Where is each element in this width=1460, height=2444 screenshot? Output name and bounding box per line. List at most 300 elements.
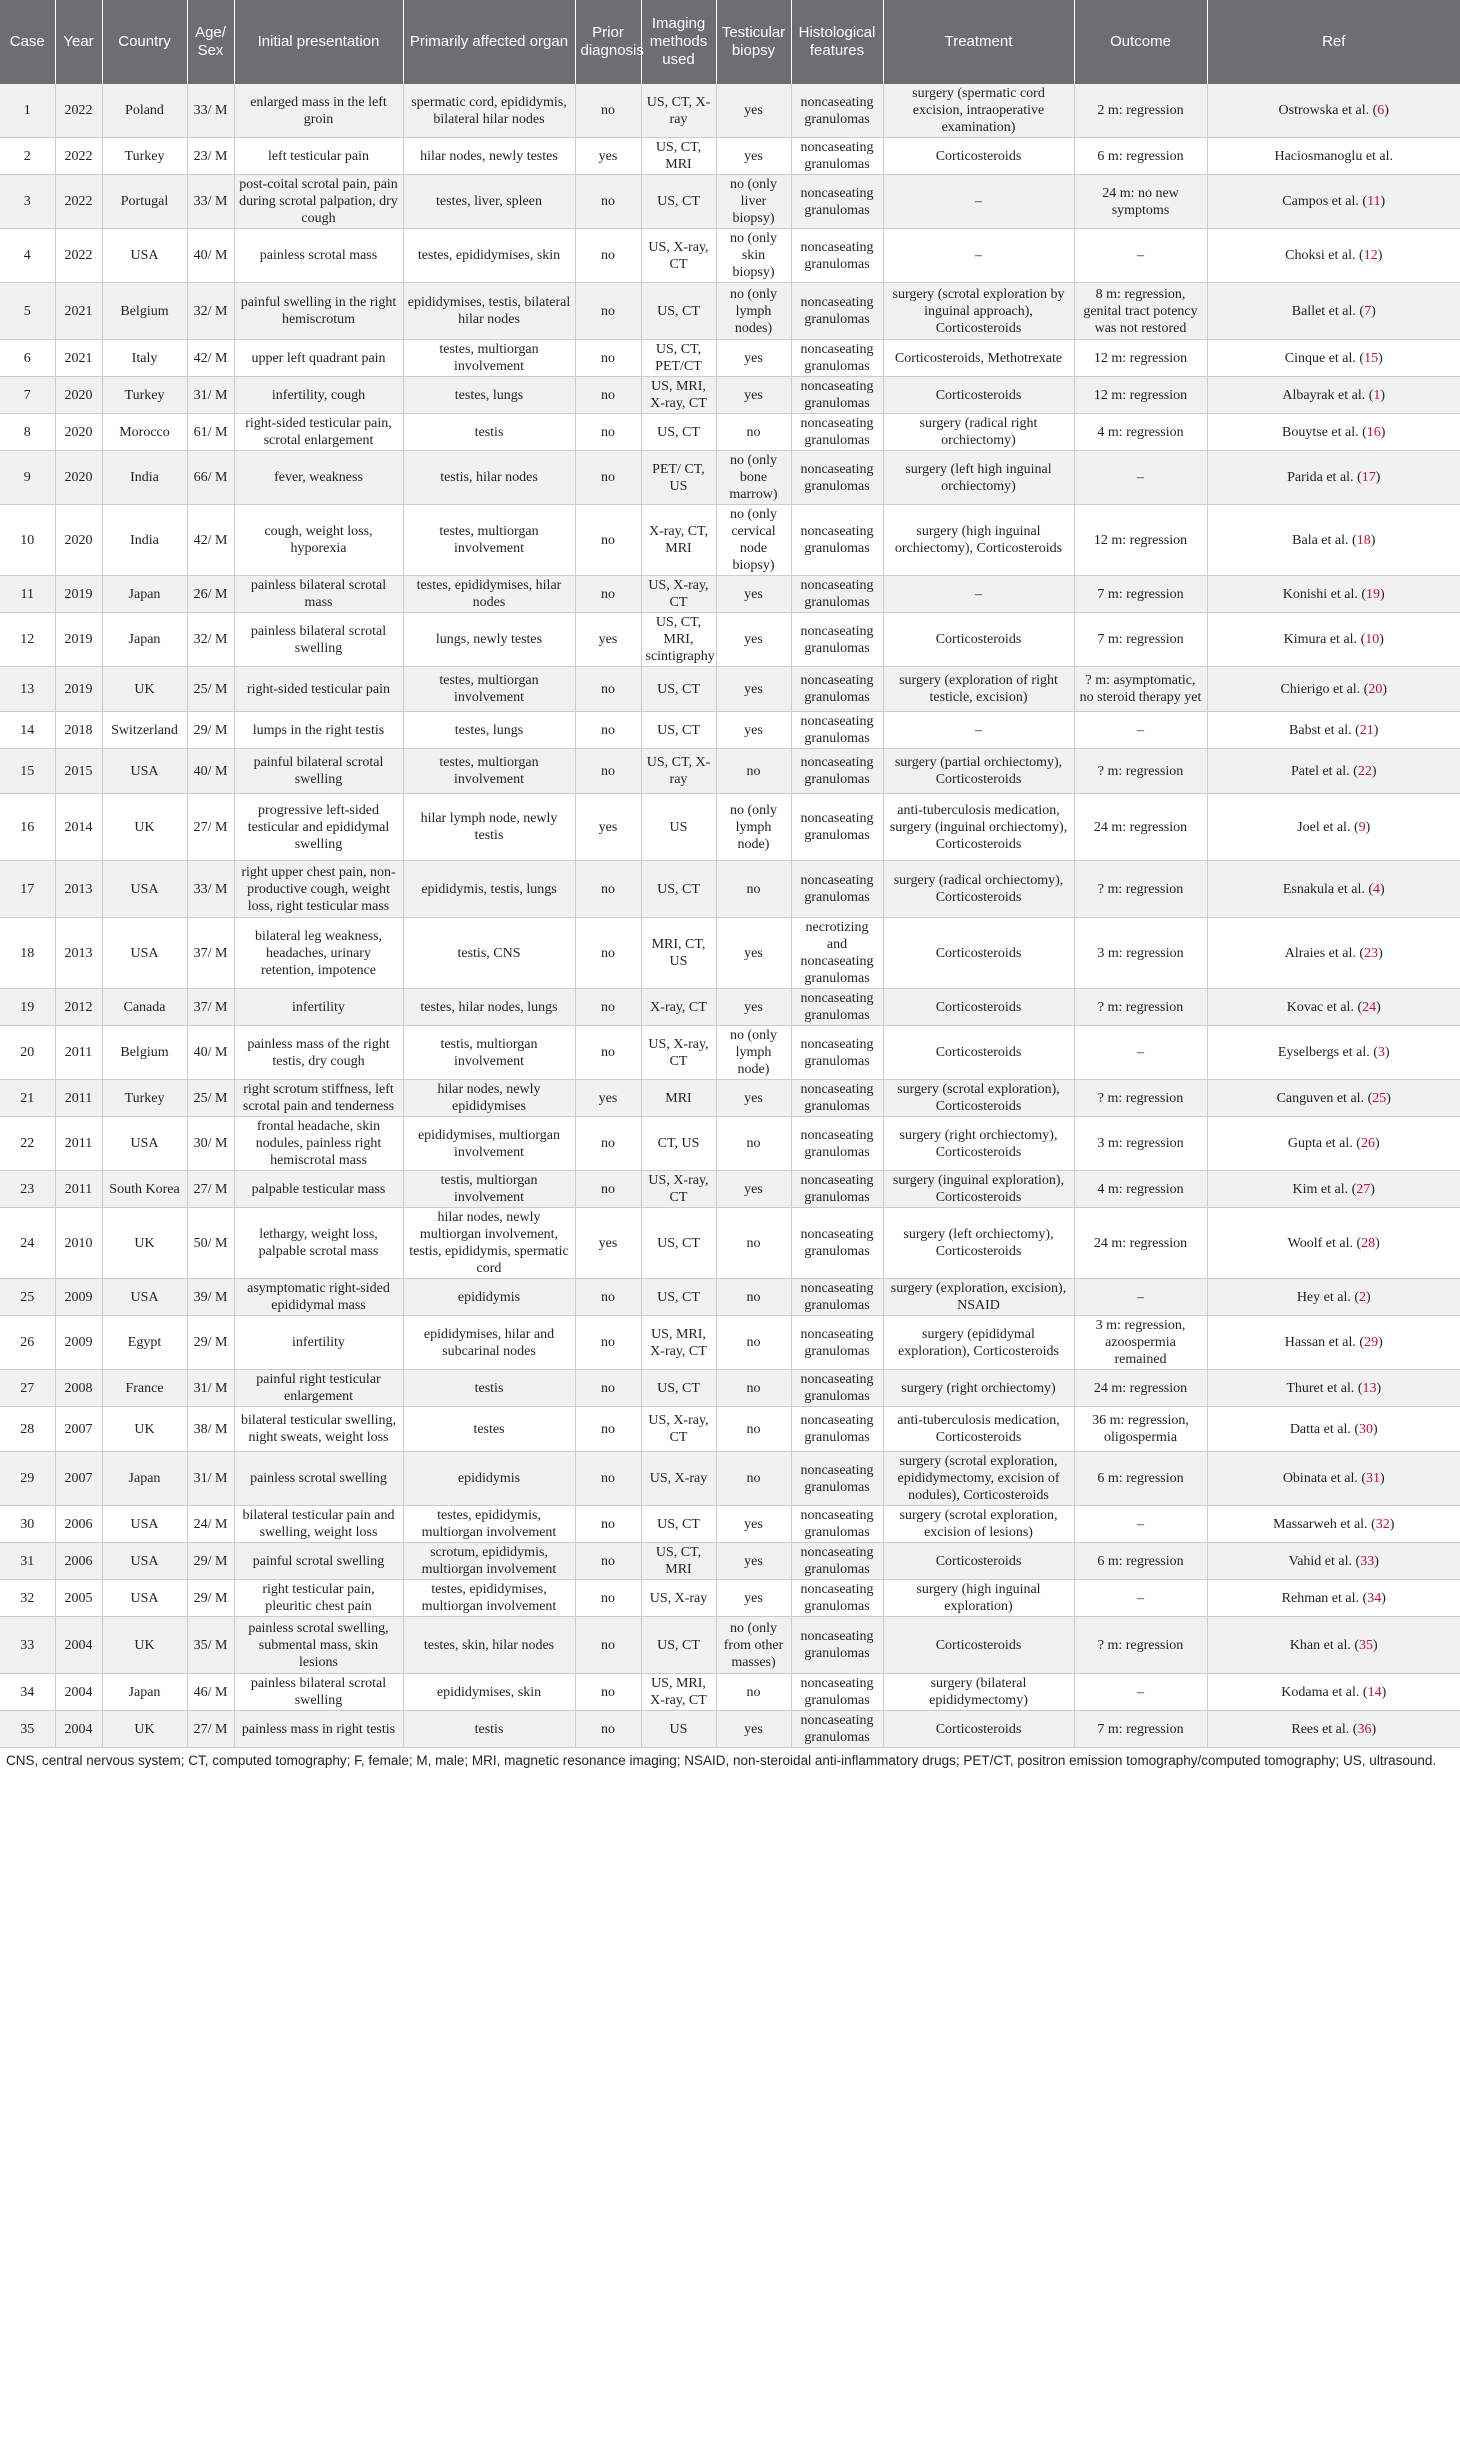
reference-link[interactable]: 20 [1368, 681, 1383, 697]
ref-author: Rehman et al. [1281, 1590, 1360, 1606]
reference-link[interactable]: 34 [1367, 1590, 1382, 1606]
case-cell: 31 [0, 1543, 55, 1580]
treatment-cell: surgery (scrotal exploration), Corticosteroids [883, 1080, 1074, 1117]
country-cell: UK [102, 1407, 187, 1452]
age-sex-cell: 37/ M [187, 989, 234, 1026]
year-cell: 2019 [55, 613, 102, 667]
reference-link[interactable]: 1 [1373, 387, 1381, 403]
treatment-cell: Corticosteroids [883, 613, 1074, 667]
outcome-cell: 3 m: regression, azoospermia remained [1074, 1316, 1207, 1370]
ref-cell: Cinque et al. (15) [1207, 340, 1460, 377]
affected-organ-cell: testes, epididymis, multiorgan involvement [403, 1506, 575, 1543]
imaging-methods-cell: X-ray, CT, MRI [641, 505, 716, 576]
age-sex-cell: 31/ M [187, 377, 234, 414]
histological-features-cell: noncaseating granulomas [791, 989, 883, 1026]
year-cell: 2005 [55, 1580, 102, 1617]
histological-features-cell: noncaseating granulomas [791, 1171, 883, 1208]
age-sex-cell: 50/ M [187, 1208, 234, 1279]
prior-diagnosis-cell: no [575, 918, 641, 989]
imaging-methods-cell: US, MRI, X-ray, CT [641, 1674, 716, 1711]
outcome-cell: – [1074, 712, 1207, 749]
case-cell: 17 [0, 861, 55, 918]
year-cell: 2011 [55, 1026, 102, 1080]
reference-link[interactable]: 35 [1359, 1637, 1374, 1653]
imaging-methods-cell: US, MRI, X-ray, CT [641, 1316, 716, 1370]
country-cell: Portugal [102, 175, 187, 229]
case-cell: 26 [0, 1316, 55, 1370]
histological-features-cell: noncaseating granulomas [791, 138, 883, 175]
ref-cell: Kimura et al. (10) [1207, 613, 1460, 667]
initial-presentation-cell: painless scrotal swelling, submental mass, skin lesions [234, 1617, 403, 1674]
testicular-biopsy-cell: yes [716, 1506, 791, 1543]
reference-link[interactable]: 18 [1356, 532, 1371, 548]
testicular-biopsy-cell: yes [716, 1171, 791, 1208]
initial-presentation-cell: painless bilateral scrotal mass [234, 576, 403, 613]
prior-diagnosis-cell: no [575, 340, 641, 377]
reference-link[interactable]: 24 [1362, 999, 1377, 1015]
affected-organ-cell: testes, multiorgan involvement [403, 749, 575, 794]
case-cell: 22 [0, 1117, 55, 1171]
ref-cell: Eyselbergs et al. (3) [1207, 1026, 1460, 1080]
affected-organ-cell: testes, epididymises, hilar nodes [403, 576, 575, 613]
reference-link[interactable]: 7 [1364, 303, 1372, 319]
case-cell: 16 [0, 794, 55, 861]
prior-diagnosis-cell: no [575, 1452, 641, 1506]
outcome-cell: 7 m: regression [1074, 1711, 1207, 1748]
age-sex-cell: 42/ M [187, 505, 234, 576]
treatment-cell: – [883, 712, 1074, 749]
ref-author: Ostrowska et al. [1278, 103, 1370, 118]
initial-presentation-cell: left testicular pain [234, 138, 403, 175]
year-cell: 2004 [55, 1617, 102, 1674]
imaging-methods-cell: US, CT [641, 712, 716, 749]
table-row [0, 229, 1460, 283]
affected-organ-cell: hilar nodes, newly multiorgan involvement, testis, epididymis, spermatic cord [403, 1208, 575, 1279]
prior-diagnosis-cell: no [575, 1279, 641, 1316]
year-cell: 2020 [55, 377, 102, 414]
table-row [0, 1316, 1460, 1370]
outcome-cell: ? m: regression [1074, 749, 1207, 794]
prior-diagnosis-cell: no [575, 1674, 641, 1711]
year-cell: 2011 [55, 1171, 102, 1208]
reference-link[interactable]: 15 [1364, 350, 1379, 366]
year-cell: 2022 [55, 138, 102, 175]
prior-diagnosis-cell: no [575, 84, 641, 138]
ref-author: Thuret et al. [1286, 1380, 1355, 1396]
histological-features-cell: noncaseating granulomas [791, 1711, 883, 1748]
initial-presentation-cell: painless scrotal swelling [234, 1452, 403, 1506]
country-cell: USA [102, 918, 187, 989]
outcome-cell: 24 m: no new symptoms [1074, 175, 1207, 229]
imaging-methods-cell: US, MRI, X-ray, CT [641, 377, 716, 414]
ref-author: Woolf et al. [1287, 1235, 1353, 1251]
outcome-cell: 4 m: regression [1074, 414, 1207, 451]
country-cell: Japan [102, 1452, 187, 1506]
prior-diagnosis-cell: yes [575, 613, 641, 667]
table-row [0, 712, 1460, 749]
reference-link[interactable]: 27 [1356, 1181, 1371, 1197]
treatment-cell: surgery (partial orchiectomy), Corticosteroids [883, 749, 1074, 794]
ref-cell: Datta et al. (30) [1207, 1407, 1460, 1452]
reference-link[interactable]: 36 [1357, 1721, 1372, 1737]
age-sex-cell: 33/ M [187, 861, 234, 918]
outcome-cell: 6 m: regression [1074, 1452, 1207, 1506]
prior-diagnosis-cell: no [575, 505, 641, 576]
prior-diagnosis-cell: no [575, 229, 641, 283]
reference-link[interactable]: 25 [1372, 1090, 1387, 1106]
affected-organ-cell: testis, CNS [403, 918, 575, 989]
case-cell: 19 [0, 989, 55, 1026]
ref-author: Hey et al. [1296, 1289, 1351, 1305]
outcome-cell: 24 m: regression [1074, 1370, 1207, 1407]
testicular-biopsy-cell: yes [716, 1080, 791, 1117]
year-cell: 2022 [55, 229, 102, 283]
age-sex-cell: 38/ M [187, 1407, 234, 1452]
histological-features-cell: noncaseating granulomas [791, 1026, 883, 1080]
year-cell: 2022 [55, 175, 102, 229]
testicular-biopsy-cell: no [716, 1279, 791, 1316]
affected-organ-cell: epididymis, testis, lungs [403, 861, 575, 918]
outcome-cell: 8 m: regression, genital tract potency was not restored [1074, 283, 1207, 340]
prior-diagnosis-cell: yes [575, 138, 641, 175]
case-cell: 14 [0, 712, 55, 749]
table-row [0, 1617, 1460, 1674]
prior-diagnosis-cell: no [575, 1171, 641, 1208]
reference-link[interactable]: 2 [1359, 1289, 1367, 1305]
country-cell: Italy [102, 340, 187, 377]
histological-features-cell: noncaseating granulomas [791, 712, 883, 749]
age-sex-cell: 33/ M [187, 175, 234, 229]
imaging-methods-cell: US, CT [641, 1208, 716, 1279]
ref-cell: Alraies et al. (23) [1207, 918, 1460, 989]
imaging-methods-cell: US, CT [641, 175, 716, 229]
reference-link[interactable]: 10 [1365, 632, 1380, 647]
table-row [0, 1543, 1460, 1580]
initial-presentation-cell: painful scrotal swelling [234, 1543, 403, 1580]
prior-diagnosis-cell: no [575, 1026, 641, 1080]
treatment-cell: surgery (scrotal exploration, excision of lesions) [883, 1506, 1074, 1543]
affected-organ-cell: testis, multiorgan involvement [403, 1171, 575, 1208]
outcome-cell: – [1074, 1506, 1207, 1543]
testicular-biopsy-cell: yes [716, 1711, 791, 1748]
prior-diagnosis-cell: no [575, 667, 641, 712]
table-row [0, 794, 1460, 861]
treatment-cell: surgery (high inguinal orchiectomy), Corticosteroids [883, 505, 1074, 576]
reference-link[interactable]: 32 [1375, 1516, 1390, 1532]
initial-presentation-cell: lumps in the right testis [234, 712, 403, 749]
affected-organ-cell: epididymises, multiorgan involvement [403, 1117, 575, 1171]
year-cell: 2010 [55, 1208, 102, 1279]
age-sex-cell: 35/ M [187, 1617, 234, 1674]
affected-organ-cell: lungs, newly testes [403, 613, 575, 667]
histological-features-cell: noncaseating granulomas [791, 505, 883, 576]
initial-presentation-cell: right scrotum stiffness, left scrotal pain and tenderness [234, 1080, 403, 1117]
histological-features-cell: noncaseating granulomas [791, 175, 883, 229]
year-cell: 2014 [55, 794, 102, 861]
histological-features-cell: noncaseating granulomas [791, 229, 883, 283]
age-sex-cell: 31/ M [187, 1452, 234, 1506]
histological-features-cell: noncaseating granulomas [791, 414, 883, 451]
prior-diagnosis-cell: no [575, 377, 641, 414]
imaging-methods-cell: US, CT [641, 283, 716, 340]
histological-features-cell: noncaseating granulomas [791, 794, 883, 861]
imaging-methods-cell: US, CT [641, 667, 716, 712]
treatment-cell: – [883, 576, 1074, 613]
initial-presentation-cell: cough, weight loss, hyporexia [234, 505, 403, 576]
reference-link[interactable]: 13 [1362, 1380, 1377, 1396]
prior-diagnosis-cell: no [575, 1117, 641, 1171]
testicular-biopsy-cell: no [716, 1674, 791, 1711]
prior-diagnosis-cell: yes [575, 794, 641, 861]
treatment-cell: Corticosteroids [883, 1543, 1074, 1580]
case-cell: 25 [0, 1279, 55, 1316]
testicular-biopsy-cell: yes [716, 576, 791, 613]
affected-organ-cell: testes, lungs [403, 712, 575, 749]
treatment-cell: surgery (right orchiectomy), Corticosteroids [883, 1117, 1074, 1171]
outcome-cell: ? m: regression [1074, 989, 1207, 1026]
outcome-cell: – [1074, 1279, 1207, 1316]
country-cell: Egypt [102, 1316, 187, 1370]
imaging-methods-cell: US, X-ray [641, 1580, 716, 1617]
age-sex-cell: 42/ M [187, 340, 234, 377]
outcome-cell: ? m: regression [1074, 1080, 1207, 1117]
treatment-cell: surgery (right orchiectomy) [883, 1370, 1074, 1407]
imaging-methods-cell: US, CT, X-ray [641, 749, 716, 794]
prior-diagnosis-cell: no [575, 1407, 641, 1452]
header-row [0, 0, 1460, 84]
affected-organ-cell: testes, epididymises, skin [403, 229, 575, 283]
year-cell: 2019 [55, 667, 102, 712]
histological-features-cell: necrotizing and noncaseating granulomas [791, 918, 883, 989]
histological-features-cell: noncaseating granulomas [791, 1452, 883, 1506]
table-row [0, 283, 1460, 340]
reference-link[interactable]: 21 [1359, 722, 1374, 738]
reference-link[interactable]: 3 [1377, 1045, 1385, 1060]
age-sex-cell: 26/ M [187, 576, 234, 613]
reference-link[interactable]: 11 [1367, 194, 1381, 209]
imaging-methods-cell: US, CT [641, 414, 716, 451]
testicular-biopsy-cell: yes [716, 377, 791, 414]
histological-features-cell: noncaseating granulomas [791, 377, 883, 414]
histological-features-cell: noncaseating granulomas [791, 1617, 883, 1674]
column-header: Testicular biopsy [716, 0, 791, 84]
affected-organ-cell: epididymis [403, 1452, 575, 1506]
column-header: Treatment [883, 0, 1074, 84]
imaging-methods-cell: US, CT [641, 1370, 716, 1407]
table-row [0, 505, 1460, 576]
prior-diagnosis-cell: no [575, 1617, 641, 1674]
testicular-biopsy-cell: no [716, 414, 791, 451]
reference-link[interactable]: 26 [1360, 1136, 1375, 1151]
imaging-methods-cell: X-ray, CT [641, 989, 716, 1026]
testicular-biopsy-cell: yes [716, 1543, 791, 1580]
ref-cell: Bouytse et al. (16) [1207, 414, 1460, 451]
case-cell: 29 [0, 1452, 55, 1506]
prior-diagnosis-cell: no [575, 451, 641, 505]
histological-features-cell: noncaseating granulomas [791, 1407, 883, 1452]
ref-author: Albayrak et al. [1282, 387, 1366, 403]
table-row [0, 989, 1460, 1026]
country-cell: USA [102, 229, 187, 283]
ref-cell: Massarweh et al. (32) [1207, 1506, 1460, 1543]
imaging-methods-cell: US, X-ray, CT [641, 1407, 716, 1452]
reference-link[interactable]: 16 [1366, 424, 1381, 440]
year-cell: 2021 [55, 340, 102, 377]
table-row [0, 861, 1460, 918]
ref-author: Choksi et al. [1285, 248, 1356, 263]
treatment-cell: surgery (high inguinal exploration) [883, 1580, 1074, 1617]
reference-link[interactable]: 22 [1357, 763, 1372, 779]
testicular-biopsy-cell: no [716, 1117, 791, 1171]
reference-link[interactable]: 29 [1364, 1335, 1379, 1350]
year-cell: 2013 [55, 918, 102, 989]
ref-cell: Esnakula et al. (4) [1207, 861, 1460, 918]
initial-presentation-cell: painless bilateral scrotal swelling [234, 1674, 403, 1711]
histological-features-cell: noncaseating granulomas [791, 861, 883, 918]
reference-link[interactable]: 6 [1377, 103, 1385, 118]
table-row [0, 667, 1460, 712]
imaging-methods-cell: US, X-ray, CT [641, 1171, 716, 1208]
histological-features-cell: noncaseating granulomas [791, 1543, 883, 1580]
treatment-cell: surgery (inguinal exploration), Corticosteroids [883, 1171, 1074, 1208]
prior-diagnosis-cell: yes [575, 1208, 641, 1279]
initial-presentation-cell: right-sided testicular pain, scrotal enlargement [234, 414, 403, 451]
age-sex-cell: 27/ M [187, 1171, 234, 1208]
reference-link[interactable]: 23 [1364, 945, 1379, 961]
outcome-cell: 7 m: regression [1074, 576, 1207, 613]
imaging-methods-cell: US [641, 1711, 716, 1748]
outcome-cell: 2 m: regression [1074, 84, 1207, 138]
outcome-cell: 4 m: regression [1074, 1171, 1207, 1208]
reference-link[interactable]: 31 [1366, 1471, 1381, 1486]
table-row [0, 414, 1460, 451]
reference-link[interactable]: 17 [1361, 470, 1376, 485]
reference-link[interactable]: 9 [1358, 819, 1366, 835]
treatment-cell: surgery (epididymal exploration), Corticosteroids [883, 1316, 1074, 1370]
case-cell: 4 [0, 229, 55, 283]
reference-link[interactable]: 12 [1363, 248, 1378, 263]
year-cell: 2020 [55, 414, 102, 451]
initial-presentation-cell: infertility [234, 989, 403, 1026]
imaging-methods-cell: US, CT [641, 1617, 716, 1674]
country-cell: UK [102, 667, 187, 712]
age-sex-cell: 29/ M [187, 1543, 234, 1580]
year-cell: 2021 [55, 283, 102, 340]
country-cell: South Korea [102, 1171, 187, 1208]
prior-diagnosis-cell: no [575, 175, 641, 229]
ref-author: Patel et al. [1290, 763, 1350, 779]
imaging-methods-cell: US, CT, MRI [641, 1543, 716, 1580]
prior-diagnosis-cell: no [575, 749, 641, 794]
ref-cell: Choksi et al. (12) [1207, 229, 1460, 283]
affected-organ-cell: testis, multiorgan involvement [403, 1026, 575, 1080]
age-sex-cell: 29/ M [187, 1316, 234, 1370]
case-cell: 34 [0, 1674, 55, 1711]
column-header: Imaging methods used [641, 0, 716, 84]
reference-link[interactable]: 30 [1359, 1421, 1374, 1437]
outcome-cell: – [1074, 1674, 1207, 1711]
case-cell: 1 [0, 84, 55, 138]
ref-cell: Gupta et al. (26) [1207, 1117, 1460, 1171]
age-sex-cell: 32/ M [187, 613, 234, 667]
column-header: Primarily affected organ [403, 0, 575, 84]
reference-link[interactable]: 19 [1366, 586, 1381, 602]
case-cell: 32 [0, 1580, 55, 1617]
year-cell: 2020 [55, 505, 102, 576]
ref-author: Babst et al. [1289, 722, 1352, 738]
imaging-methods-cell: US, CT, MRI [641, 138, 716, 175]
table-row [0, 749, 1460, 794]
ref-cell: Obinata et al. (31) [1207, 1452, 1460, 1506]
ref-author: Kodama et al. [1281, 1684, 1360, 1700]
treatment-cell: – [883, 175, 1074, 229]
reference-link[interactable]: 4 [1373, 881, 1381, 897]
reference-link[interactable]: 33 [1360, 1553, 1375, 1569]
initial-presentation-cell: enlarged mass in the left groin [234, 84, 403, 138]
year-cell: 2011 [55, 1117, 102, 1171]
prior-diagnosis-cell: no [575, 1316, 641, 1370]
table-body [0, 84, 1460, 1748]
treatment-cell: Corticosteroids [883, 1026, 1074, 1080]
ref-cell: Patel et al. (22) [1207, 749, 1460, 794]
treatment-cell: surgery (exploration of right testicle, excision) [883, 667, 1074, 712]
treatment-cell: surgery (scrotal exploration by inguinal approach), Corticosteroids [883, 283, 1074, 340]
case-cell: 8 [0, 414, 55, 451]
outcome-cell: 12 m: regression [1074, 340, 1207, 377]
country-cell: UK [102, 794, 187, 861]
country-cell: Japan [102, 576, 187, 613]
ref-author: Bouytse et al. [1282, 424, 1359, 440]
reference-link[interactable]: 14 [1367, 1684, 1382, 1700]
initial-presentation-cell: painful swelling in the right hemiscrotum [234, 283, 403, 340]
ref-cell: Kovac et al. (24) [1207, 989, 1460, 1026]
year-cell: 2015 [55, 749, 102, 794]
year-cell: 2004 [55, 1711, 102, 1748]
ref-author: Bala et al. [1292, 532, 1349, 548]
year-cell: 2018 [55, 712, 102, 749]
age-sex-cell: 40/ M [187, 1026, 234, 1080]
outcome-cell: 3 m: regression [1074, 918, 1207, 989]
age-sex-cell: 39/ M [187, 1279, 234, 1316]
table-row [0, 1026, 1460, 1080]
affected-organ-cell: testes, hilar nodes, lungs [403, 989, 575, 1026]
ref-cell: Rees et al. (36) [1207, 1711, 1460, 1748]
country-cell: Japan [102, 1674, 187, 1711]
histological-features-cell: noncaseating granulomas [791, 84, 883, 138]
histological-features-cell: noncaseating granulomas [791, 451, 883, 505]
testicular-biopsy-cell: no (only lymph node) [716, 1026, 791, 1080]
initial-presentation-cell: right testicular pain, pleuritic chest pain [234, 1580, 403, 1617]
outcome-cell: 24 m: regression [1074, 794, 1207, 861]
table-row [0, 84, 1460, 138]
prior-diagnosis-cell: no [575, 1370, 641, 1407]
reference-link[interactable]: 28 [1361, 1235, 1376, 1251]
treatment-cell: surgery (spermatic cord excision, intraoperative examination) [883, 84, 1074, 138]
ref-author: Hassan et al. [1284, 1335, 1356, 1350]
imaging-methods-cell: MRI, CT, US [641, 918, 716, 989]
ref-author: Ballet et al. [1291, 303, 1356, 319]
ref-cell: Hey et al. (2) [1207, 1279, 1460, 1316]
prior-diagnosis-cell: no [575, 1580, 641, 1617]
treatment-cell: surgery (exploration, excision), NSAID [883, 1279, 1074, 1316]
country-cell: UK [102, 1617, 187, 1674]
treatment-cell: surgery (scrotal exploration, epididymectomy, excision of nodules), Corticosteroids [883, 1452, 1074, 1506]
histological-features-cell: noncaseating granulomas [791, 1117, 883, 1171]
case-cell: 35 [0, 1711, 55, 1748]
year-cell: 2006 [55, 1506, 102, 1543]
country-cell: USA [102, 861, 187, 918]
ref-author: Rees et al. [1291, 1721, 1350, 1737]
